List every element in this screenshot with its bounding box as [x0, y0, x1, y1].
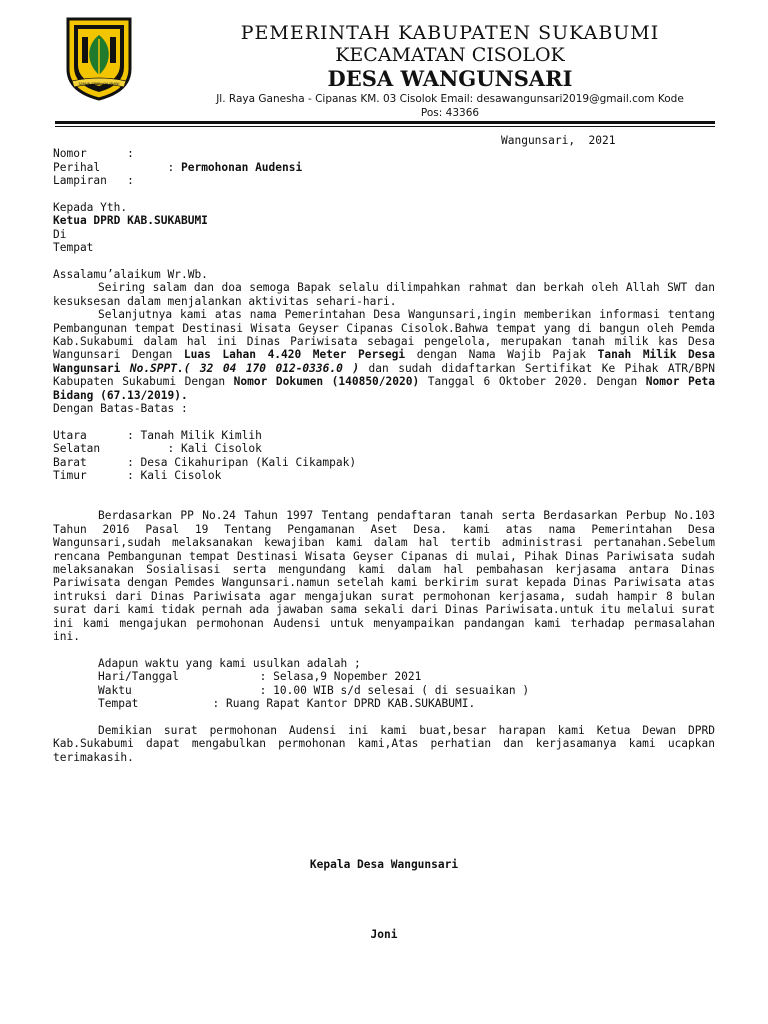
letterhead-divider-thick: [55, 121, 715, 124]
boundaries-title: Dengan Batas-Batas :: [53, 402, 188, 416]
logo-motto: SAMUN SIPER LOH JINAWI: [78, 82, 120, 86]
boundary-north: Utara : Tanah Milik Kimlih: [53, 428, 262, 442]
district-title: KECAMATAN CISOLOK: [335, 44, 565, 66]
closing-paragraph: Demikian surat permohonan Audensi ini kami buat,besar harapan kami Ketua Dewan DPRD Kab.Sukabumi dapat mengabulkan permohonan kami,Atas perhatian dan kerjasamanya kami ucapkan terimakasih.: [53, 723, 715, 764]
perihal-value: Permohonan Audensi: [180, 160, 303, 174]
schedule-intro: Adapun waktu yang kami usulkan adalah ;: [98, 656, 361, 670]
lampiran-line: Lampiran :: [53, 174, 134, 188]
salutation: Assalamu’alaikum Wr.Wb.: [53, 268, 208, 282]
kepada-yth: Kepada Yth.: [53, 201, 128, 215]
recipient-di: Di: [53, 227, 67, 241]
schedule-date: Hari/Tanggal : Selasa,9 Nopember 2021: [98, 670, 422, 684]
letter-body: [53, 134, 715, 764]
land-info-paragraph: Selanjutnya kami atas nama Pemerintahan Desa Wangunsari,ingin memberikan informasi tentang Pembangunan tempat Destinasi Wisata Geyser Cipanas Cisolok.Bahwa tempat yang di bangun oleh Pemda Kab.Sukabumi dalam hal ini Dinas Pariwisata sebagai pengelola, merupakan tanah milik kas Desa Wangunsari Dengan Luas Lahan 4.420 Meter Persegi dengan Nama Wajib Pajak Tanah Milik Desa Wangunsari No.SPPT.( 32 04 170 012-0336.0 ) dan sudah didaftarkan Sertifikat Ke Pihak ATR/BPN Kabupaten Sukabumi Dengan Nomor Dokumen (140850/2020) Tanggal 6 Oktober 2020. Dengan Nomor Peta Bidang (67.13/2019).: [53, 308, 715, 402]
perihal-line: [53, 161, 715, 174]
address-line-1: Jl. Raya Ganesha - Cipanas KM. 03 Cisolok Email: desawangunsari2019@gmail.com Kode: [216, 93, 684, 105]
recipient-tempat: Tempat: [53, 241, 94, 255]
letterhead: [150, 22, 750, 120]
boundary-south: Selatan : Kali Cisolok: [53, 442, 262, 456]
opening-paragraph: Seiring salam dan doa semoga Bapak selalu dilimpahkan rahmat dan berkah oleh Allah SWT dan kesuksesan dalam menjalankan aktivitas sehari-hari.: [53, 281, 715, 308]
schedule-time: Waktu : 10.00 WIB s/d selesai ( di sesuaikan ): [98, 683, 530, 697]
address-line-2: Pos: 43366: [420, 107, 480, 119]
legal-basis-paragraph: Berdasarkan PP No.24 Tahun 1997 Tentang pendaftaran tanah serta Berdasarkan Perbup No.103 Tahun 2016 Pasal 19 Tentang Pengamanan Aset Desa. kami atas nama Pemerintahan Desa Wangunsari,sudah melaksanakan kewajiban kami dalam hal tertib administrasi pertanahan.Sebelum rencana Pembangunan tempat Destinasi Wisata Geyser Cipanas di mulai, Pihak Dinas Pariwisata sudah melaksanakan Sosialisasi serta mengundang kami dalam hal pembahasan kerjasama antara Dinas Pariwisata dengan Pemdes Wangunsari.namun setelah kami berkirim surat kepada Dinas Pariwisata atas intruksi dari Dinas Pariwisata agar mengajukan surat permohonan kerjasama, sudah hampir 8 bulan surat dari kami tidak pernah ada jawaban sama sekali dari Dinas Pariwisata.untuk itu melalui surat ini kami mengajukan permohonan Audensi untuk menyampaikan pandangan kami terhadap permasalahan ini.: [53, 509, 715, 643]
regency-emblem-logo: [64, 17, 134, 101]
signatory-title: Kepala Desa Wangunsari: [309, 858, 459, 871]
schedule-place: Tempat : Ruang Rapat Kantor DPRD KAB.SUKABUMI.: [98, 696, 476, 710]
nomor-line: Nomor :: [53, 147, 134, 161]
perihal-label: Perihal :: [53, 160, 181, 174]
village-title: DESA WANGUNSARI: [327, 66, 573, 91]
recipient: Ketua DPRD KAB.SUKABUMI: [53, 214, 208, 228]
government-title: PEMERINTAH KABUPATEN SUKABUMI: [240, 22, 660, 44]
boundary-east: Timur : Kali Cisolok: [53, 469, 222, 483]
letterhead-divider-thin: [55, 126, 715, 127]
signatory-name: Joni: [370, 928, 398, 941]
letter-date: Wangunsari, 2021: [501, 134, 616, 147]
boundary-west: Barat : Desa Cikahuripan (Kali Cikampak): [53, 455, 357, 469]
